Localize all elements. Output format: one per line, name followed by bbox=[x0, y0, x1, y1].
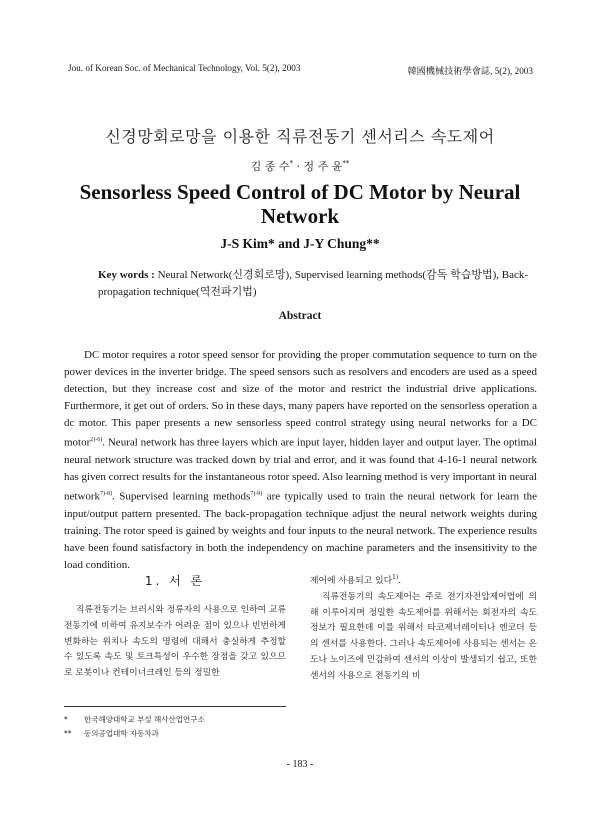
footnote-divider bbox=[64, 706, 286, 707]
section-heading: 1. 서 론 bbox=[144, 574, 206, 588]
keywords-label: Key words : bbox=[98, 269, 158, 281]
english-authors: J-S Kim* and J-Y Chung** bbox=[220, 236, 380, 251]
page-number: - 183 - bbox=[286, 759, 314, 770]
footnotes bbox=[64, 713, 294, 741]
abstract-body bbox=[64, 347, 537, 575]
footnote-1 bbox=[64, 713, 294, 727]
footnote-2-text: 동의공업대학 자동차과 bbox=[84, 729, 159, 738]
intro-paragraph-1-continued bbox=[310, 570, 537, 590]
abstract-part-1: DC motor requires a rotor speed sensor for providing the proper commutation sequence to turn on the power devices in the inverter bridge. The speed sensors such as resolvers and encoders are used as a speed detection, but they increase cost and size of the motor and restrict the industrial drive applications. Furthermore, it get out of orders. So in these days, many papers have reported on the sensorless operation a dc motor. This paper presents a new sensorless speed control strategy using neural networks for a DC motor bbox=[64, 349, 537, 450]
author-2-mark: ** bbox=[342, 159, 350, 168]
intro-paragraph-2: 직류전동기의 속도제어는 주로 전기자전압제어법에 의해 이루어지며 정밀한 속도제어를 위해서는 회전자의 속도정보가 필요한데 이를 위해서 타코제너레이터나 엔코더 등의 센서를 사용한다. 그러나 속도제어에 사용되는 센서는 온도나 노이즈에 민감하여 센서의 이상이 발생되기 쉽고, 또한 센서의 사용으로 전동기의 비 bbox=[310, 591, 537, 681]
abstract-part-4: are typically used to train the neural network for learn the input/output pattern presented. The back-propagation technique adjust the neural network weights during training. The rotor speed is gained by weights and four inputs to the neural network. The experience results have been found satisfactory in both the independency on machine parameters and the insensitivity to the load condition. bbox=[64, 491, 537, 572]
abstract-ref-2: 7)-8) bbox=[100, 491, 113, 498]
korean-title: 신경망회로망을 이용한 직류전동기 센서리스 속도제어 bbox=[105, 127, 495, 146]
intro-continued-end: . bbox=[398, 575, 402, 586]
footnote-1-mark: * bbox=[64, 715, 68, 724]
author-separator: · bbox=[296, 160, 300, 173]
author-1-mark: * bbox=[289, 159, 293, 168]
footnote-2-mark: ** bbox=[64, 729, 72, 738]
body-column-left bbox=[64, 570, 286, 682]
keywords-text: Neural Network(신경회로망), Supervised learning methods(감독 학습방법), Back-propagation technique(역전파기법) bbox=[98, 269, 528, 298]
abstract-ref-3: 7)-9) bbox=[250, 491, 263, 498]
footnote-2 bbox=[64, 727, 294, 741]
abstract-part-3: . Supervised learning methods bbox=[112, 491, 251, 504]
english-title: Sensorless Speed Control of DC Motor by Neural Network bbox=[79, 180, 521, 228]
author-2-korean: 정 주 윤 bbox=[303, 160, 343, 173]
footnote-1-text: 한국해양대학교 부설 해사산업연구소 bbox=[84, 715, 205, 724]
abstract-heading: Abstract bbox=[278, 310, 322, 322]
journal-header-right: 韓國機械技術學會誌, 5(2), 2003 bbox=[407, 66, 533, 76]
body-column-right bbox=[310, 570, 537, 685]
korean-authors bbox=[0, 158, 600, 174]
intro-ref-1: 1) bbox=[392, 574, 399, 581]
abstract-ref-1: 2)-6) bbox=[90, 437, 103, 444]
keywords bbox=[98, 267, 528, 301]
intro-paragraph-1: 직류전동기는 브러시와 정류자의 사용으로 인하여 교류전동기에 비하여 유지보수가 어려운 점이 있으나 빈번하게 변화하는 위치나 속도의 명령에 대해서 충실하게 추정할 수 있도록 속도 및 토크특성이 우수한 장점을 갖고 있으므로 로봇이나 컨테이너크레인 등의 정밀한 bbox=[64, 605, 286, 679]
abstract-part-2: . Neural network has three layers which are input layer, hidden layer and output layer. The optimal neural network structure was tracked down by trial and error, and it was found that 4-16-1 neural network has given correct results for the instantaneous rotor speed. Also learning method is very important in neural network bbox=[64, 437, 537, 504]
intro-continued-text: 제어에 사용되고 있다 bbox=[310, 575, 393, 586]
journal-header-left: Jou. of Korean Soc. of Mechanical Technology, Vol. 5(2), 2003 bbox=[68, 63, 301, 73]
author-1-korean: 김 종 수 bbox=[250, 160, 290, 173]
